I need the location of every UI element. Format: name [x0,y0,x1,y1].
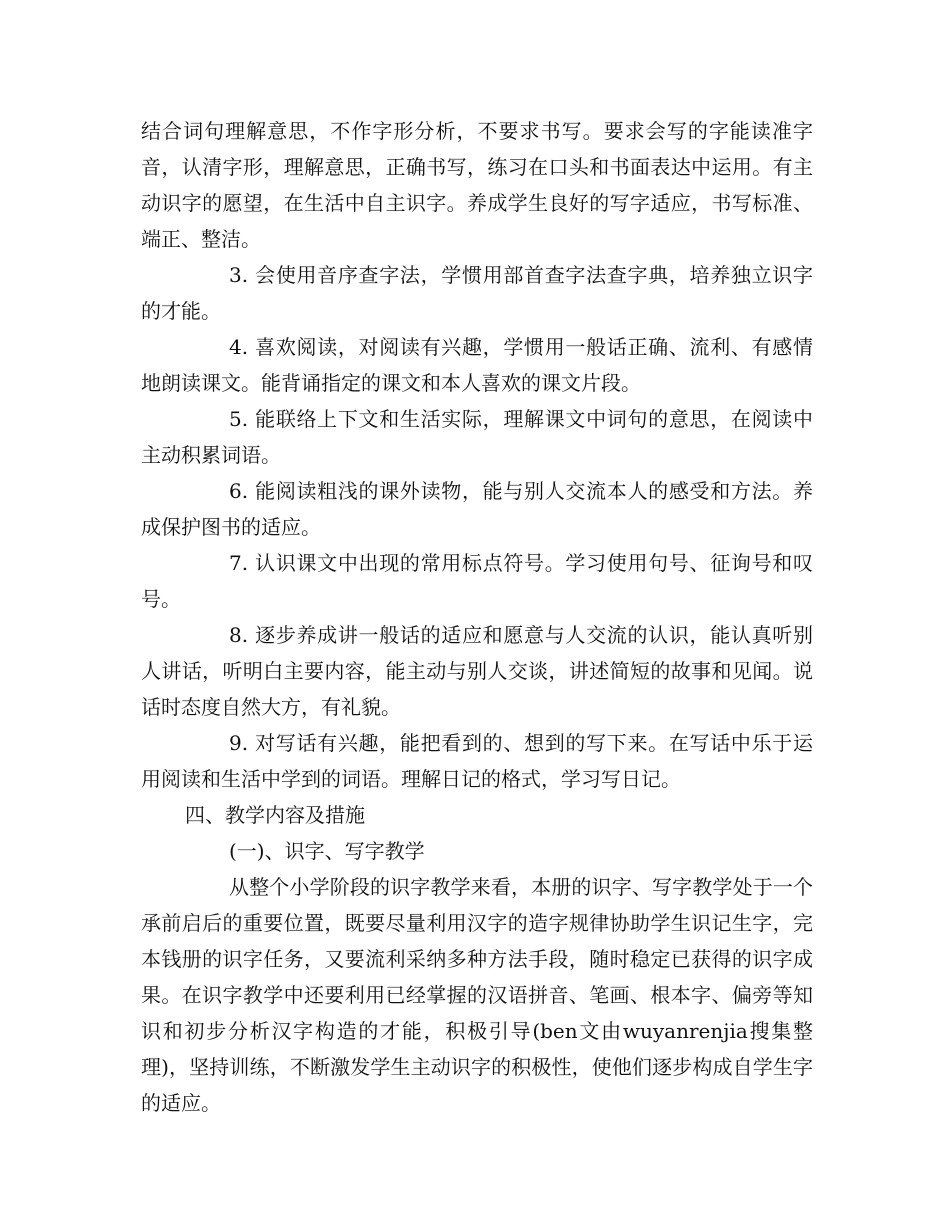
section-heading-4: 四、教学内容及措施 [185,803,365,827]
document-body [141,113,813,1121]
paragraph-item-5: 5. 能联络上下文和生活实际，理解课文中词句的意思，在阅读中主动积累词语。 [141,407,813,467]
paragraph-item-4: 4. 喜欢阅读，对阅读有兴趣，学惯用一般话正确、流利、有感情地朗读课文。能背诵指定的课文和本人喜欢的课文片段。 [141,335,813,395]
paragraph-continued-literacy: 结合词句理解意思，不作字形分析，不要求书写。要求会写的字能读准字音，认清字形，理解意思，正确书写，练习在口头和书面表达中运用。有主动识字的愿望，在生活中自主识字。养成学生良好的写字适应，书写标准、端正、整洁。 [141,119,813,251]
paragraph-item-8: 8. 逐步养成讲一般话的适应和愿意与人交流的认识，能认真听别人讲话，听明白主要内容，能主动与别人交谈，讲述简短的故事和见闻。说话时态度自然大方，有礼貌。 [141,623,813,719]
paragraph-literacy-teaching: 从整个小学阶段的识字教学来看，本册的识字、写字教学处于一个承前启后的重要位置，既要尽量利用汉字的造字规律协助学生识记生字，完本钱册的识字任务，又要流利采纳多种方法手段，随时稳定已获得的识字成果。在识字教学中还要利用已经掌握的汉语拼音、笔画、根本字、偏旁等知识和初步分析汉字构造的才能，积极引导(ben文由wuyanrenjia搜集整理)，坚持训练，不断激发学生主动识字的积极性，使他们逐步构成自学生字的适应。 [141,875,813,1115]
subsection-heading-1: (一)、识字、写字教学 [229,839,425,863]
paragraph-item-6: 6. 能阅读粗浅的课外读物，能与别人交流本人的感受和方法。养成保护图书的适应。 [141,479,813,539]
paragraph-item-3: 3. 会使用音序查字法，学惯用部首查字法查字典，培养独立识字的才能。 [141,263,813,323]
paragraph-item-7: 7. 认识课文中出现的常用标点符号。学习使用句号、征询号和叹号。 [141,551,813,611]
paragraph-item-9: 9. 对写话有兴趣，能把看到的、想到的写下来。在写话中乐于运用阅读和生活中学到的词语。理解日记的格式，学习写日记。 [141,731,813,791]
